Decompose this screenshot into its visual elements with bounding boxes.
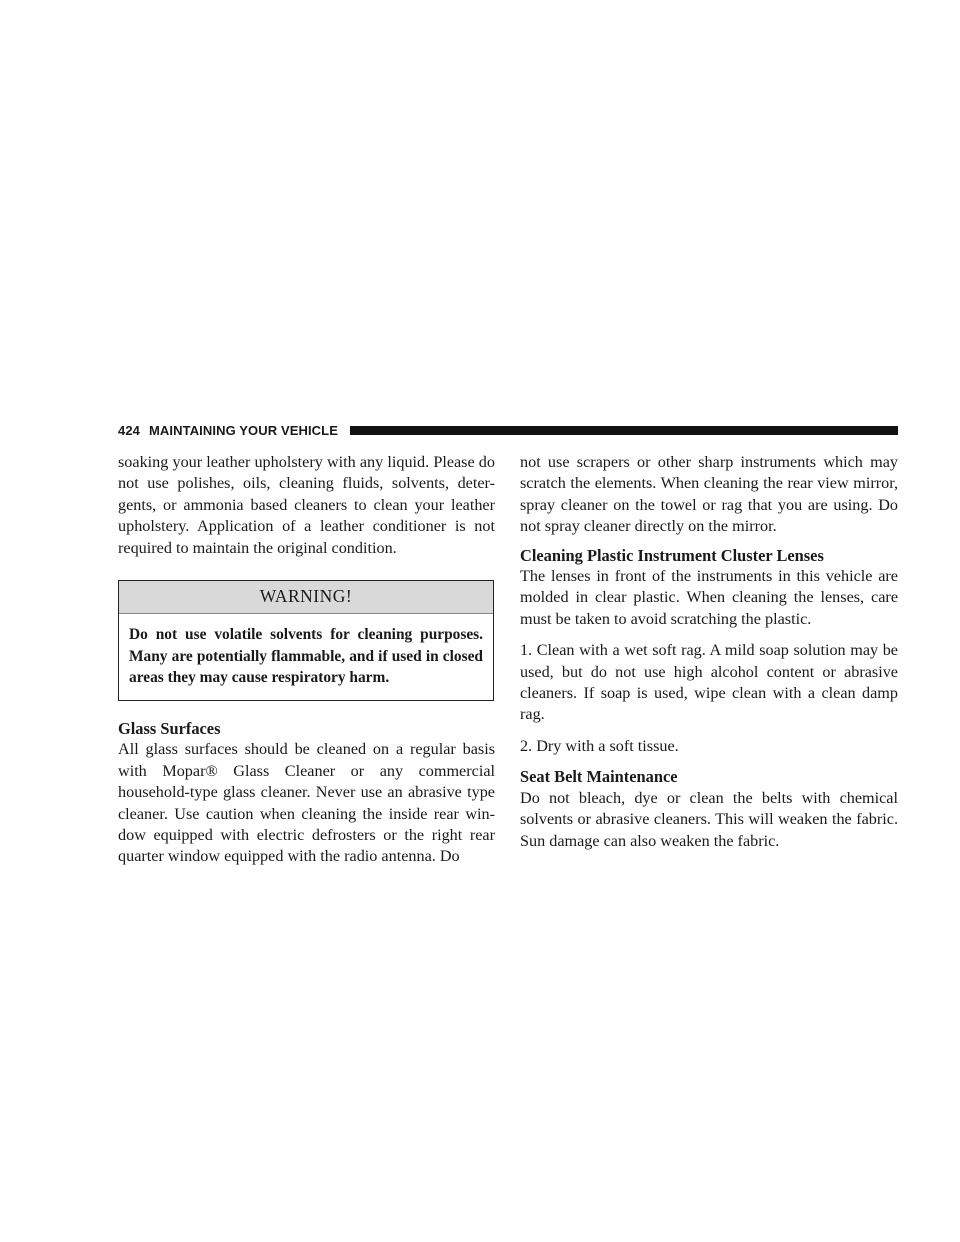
right-column xyxy=(520,452,898,852)
lenses-step-1: 1. Clean with a wet soft rag. A mild soap solution may be used, but do not use high alcohol content or abrasive cleaners. If soap is used, wipe clean with a clean damp rag. xyxy=(520,641,898,724)
section-title: MAINTAINING YOUR VEHICLE xyxy=(149,422,338,438)
warning-text: Do not use volatile solvents for cleaning purposes. Many are potentially flammable, and if used in closed areas they may cause respiratory harm. xyxy=(129,626,483,686)
lenses-step-2: 2. Dry with a soft tissue. xyxy=(520,736,679,755)
seat-belt-paragraph: Do not bleach, dye or clean the belts with chemical solvents or abrasive cleaners. This will weaken the fabric. Sun damage can also weaken the fabric. xyxy=(520,788,898,850)
page-header xyxy=(118,419,898,441)
glass-surfaces-heading: Glass Surfaces xyxy=(118,719,221,739)
seat-belt-heading: Seat Belt Maintenance xyxy=(520,767,678,787)
header-rule xyxy=(350,426,898,435)
warning-box xyxy=(118,580,494,701)
leather-paragraph: soaking your leather upholstery with any liquid. Please do not use polishes, oils, cleaning fluids, solvents, deter-gents, or ammonia based cleaners to clean your leather upholstery. Application of a leather conditioner is not required to maintain the original condition. xyxy=(118,453,495,557)
lenses-heading: Cleaning Plastic Instrument Cluster Lenses xyxy=(520,545,824,565)
left-column xyxy=(118,452,495,868)
page-number: 424 xyxy=(118,422,140,438)
lenses-paragraph: The lenses in front of the instruments in this vehicle are molded in clear plastic. When cleaning the lenses, care must be taken to avoid scratching the plastic. xyxy=(520,567,898,628)
glass-surfaces-paragraph: All glass surfaces should be cleaned on a regular basis with Mopar® Glass Cleaner or any commercial household-type glass cleaner. Never use an abrasive type cleaner. Use caution when cleaning the inside rear win-dow equipped with electric defrosters or the right rear quarter window equipped with the radio antenna. Do xyxy=(118,740,495,866)
warning-title: WARNING! xyxy=(119,581,493,614)
glass-continued-paragraph: not use scrapers or other sharp instruments which may scratch the elements. When cleaning the rear view mirror, spray cleaner on the towel or rag that you are using. Do not spray cleaner directly on the mirror. xyxy=(520,453,898,536)
